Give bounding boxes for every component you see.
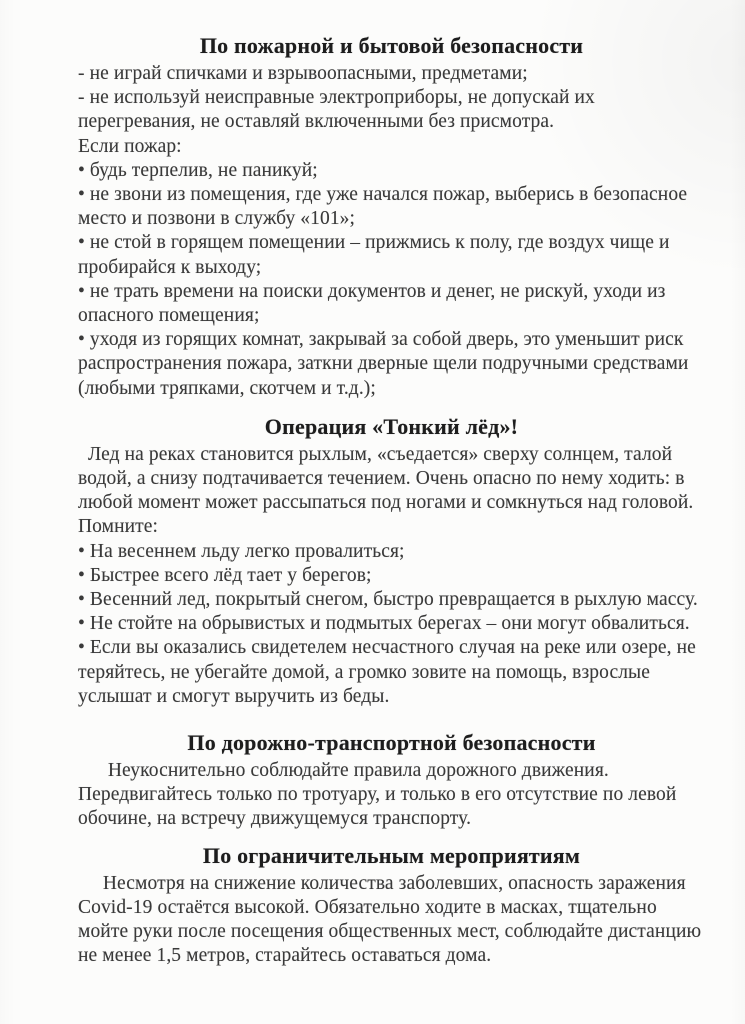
section-heading: По пожарной и бытовой безопасности [199, 33, 584, 58]
section-fire-safety [78, 33, 705, 401]
text-line: • На весеннем льду легко провалиться; [78, 540, 405, 562]
section-body [78, 759, 705, 832]
section-restrictive-measures [78, 843, 705, 969]
section-heading: По ограничительным мероприятиям [202, 842, 581, 868]
text-line: распространения пожара, заткни дверные щели подручными средствами [78, 353, 689, 375]
text-line: опасного помещения; [78, 305, 260, 327]
text-line: Covid-19 остаётся высокой. Обязательно ходите в масках, тщательно [78, 896, 657, 918]
text-line: • не трать времени на поиски документов и денег, не рискуй, уходи из [78, 280, 666, 302]
section-body [78, 443, 705, 709]
section-body [78, 62, 705, 401]
text-line: Несмотря на снижение количества заболевших, опасность заражения [78, 872, 686, 894]
text-line: обочине, на встречу движущемуся транспорту. [78, 808, 472, 830]
text-line: Передвигайтесь только по тротуару, и только в его отсутствие по левой [78, 784, 677, 806]
text-line: пробирайся к выходу; [78, 256, 262, 278]
text-line: • Не стойте на обрывистых и подмытых берегах – они могут обвалиться. [78, 613, 690, 635]
text-line: (любыми тряпками, скотчем и т.д.); [78, 377, 376, 399]
text-line: не менее 1,5 метров, старайтесь оставаться дома. [78, 945, 492, 967]
text-line: перегревания, не оставляй включенными без присмотра. [78, 111, 555, 133]
text-line: Лед на реках становится рыхлым, «съедается» сверху солнцем, талой [78, 443, 673, 465]
text-line: - не используй неисправные электроприборы, не допускай их [78, 87, 595, 109]
text-line: Помните: [78, 516, 159, 538]
text-line: услышат и смогут выручить из беды. [78, 685, 390, 707]
text-line: • Весенний лед, покрытый снегом, быстро превращается в рыхлую массу. [78, 589, 698, 611]
text-line: • не звони из помещения, где уже начался пожар, выберись в безопасное [78, 184, 688, 206]
section-heading: Операция «Тонкий лёд»! [264, 413, 519, 439]
text-line: • уходя из горящих комнат, закрывай за собой дверь, это уменьшит риск [78, 329, 684, 351]
section-body [78, 872, 705, 969]
text-line: любой момент может рассыпаться под ногами и сомкнуться над головой. [78, 492, 694, 514]
text-line: • не стой в горящем помещении – прижмись к полу, где воздух чище и [78, 232, 670, 254]
text-line: • будь терпелив, не паникуй; [78, 159, 318, 181]
text-line: Если пожар: [78, 135, 182, 157]
section-thin-ice [78, 414, 705, 709]
section-road-safety [78, 730, 705, 832]
text-line: • Если вы оказались свидетелем несчастного случая на реке или озере, не [78, 637, 696, 659]
section-heading: По дорожно-транспортной безопасности [187, 730, 596, 756]
text-line: водой, а снизу подтачивается течением. Очень опасно по нему ходить: в [78, 468, 685, 490]
text-line: место и позвони в службу «101»; [78, 208, 356, 230]
text-line: мойте руки после посещения общественных мест, соблюдайте дистанцию [78, 921, 702, 943]
text-line: • Быстрее всего лёд тает у берегов; [78, 564, 372, 586]
text-line: Неукоснительно соблюдайте правила дорожного движения. [78, 760, 609, 782]
text-line: теряйтесь, не убегайте домой, а громко зовите на помощь, взрослые [78, 661, 650, 683]
text-line: - не играй спичками и взрывоопасными, предметами; [78, 63, 528, 84]
